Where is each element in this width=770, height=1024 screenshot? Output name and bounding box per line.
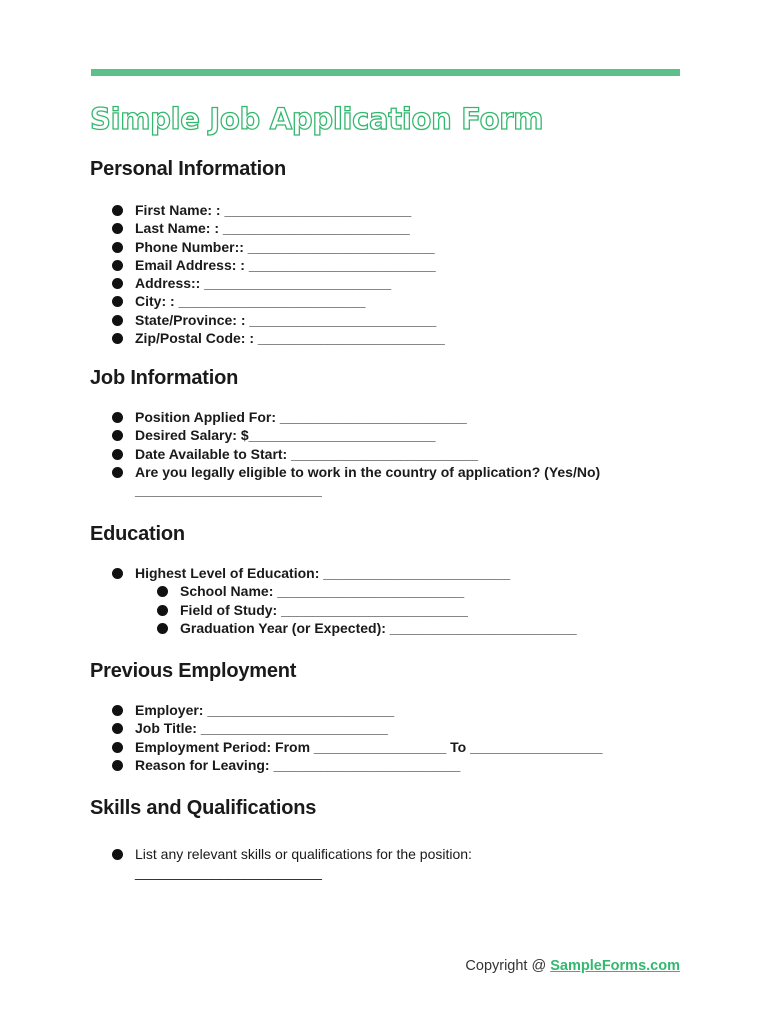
section-personal-information [90,158,690,347]
bullet-icon [112,705,123,716]
bullet-icon [112,242,123,253]
brand-link[interactable]: SampleForms.com [550,958,680,974]
bullet-icon [112,430,123,441]
bullet-icon [112,223,123,234]
section-skills-and-qualifications [90,797,690,882]
education-fields-list [135,564,690,637]
list-item: Date Available to Start: ________________________ [135,445,690,463]
list-item: Phone Number:: ________________________ [135,238,690,256]
job-fields-list [135,408,690,499]
copyright-footer [465,958,680,974]
section-heading: Skills and Qualifications [90,797,317,819]
bullet-icon [112,260,123,271]
list-item: Employer: ________________________ [135,701,690,719]
bullet-icon [157,605,168,616]
bullet-icon [112,449,123,460]
page-title: Simple Job Application Form [90,102,544,136]
section-heading: Job Information [90,367,239,389]
list-item: Highest Level of Education: ________________________ School Name: ________________________ Field of Study: ________________________ Graduation Year (or Expected): ________________________ [135,564,690,637]
section-heading: Personal Information [90,158,287,180]
list-item: Zip/Postal Code: : ________________________ [135,329,690,347]
bullet-icon [112,205,123,216]
bullet-icon [112,760,123,771]
list-item: Field of Study: ________________________ [180,601,690,619]
list-item: Email Address: : ________________________ [135,256,690,274]
bullet-icon [112,849,123,860]
bullet-icon [112,412,123,423]
list-item: Desired Salary: $________________________ [135,426,690,444]
employment-fields-list [135,701,690,774]
list-item: Graduation Year (or Expected): ________________________ [180,619,690,637]
section-education [90,523,690,637]
list-item: City: : ________________________ [135,292,690,310]
list-item: List any relevant skills or qualifications for the position: ________________________ [135,845,535,882]
bullet-icon [112,278,123,289]
list-item: Reason for Leaving: ________________________ [135,756,690,774]
list-item: Position Applied For: ________________________ [135,408,690,426]
bullet-icon [112,333,123,344]
bullet-icon [157,623,168,634]
bullet-icon [112,723,123,734]
bullet-icon [112,467,123,478]
bullet-icon [112,315,123,326]
section-job-information [90,367,690,499]
list-item: Address:: ________________________ [135,274,690,292]
list-item: First Name: : ________________________ [135,201,690,219]
list-item: State/Province: : ________________________ [135,311,690,329]
list-item: Last Name: : ________________________ [135,219,690,237]
education-sub-list [180,582,690,637]
list-item: Job Title: ________________________ [135,719,690,737]
list-item: School Name: ________________________ [180,582,690,600]
personal-fields-list [135,201,690,347]
copyright-text: Copyright @ [465,958,551,974]
bullet-icon [112,742,123,753]
list-item: Are you legally eligible to work in the country of application? (Yes/No) ________________________ [135,463,615,500]
skills-fields-list [135,845,690,882]
section-previous-employment [90,660,690,774]
section-heading: Education [90,523,185,545]
bullet-icon [112,296,123,307]
section-heading: Previous Employment [90,660,297,682]
bullet-icon [157,586,168,597]
list-item: Employment Period: From _________________ To _________________ [135,738,690,756]
top-accent-bar [91,69,680,76]
bullet-icon [112,568,123,579]
